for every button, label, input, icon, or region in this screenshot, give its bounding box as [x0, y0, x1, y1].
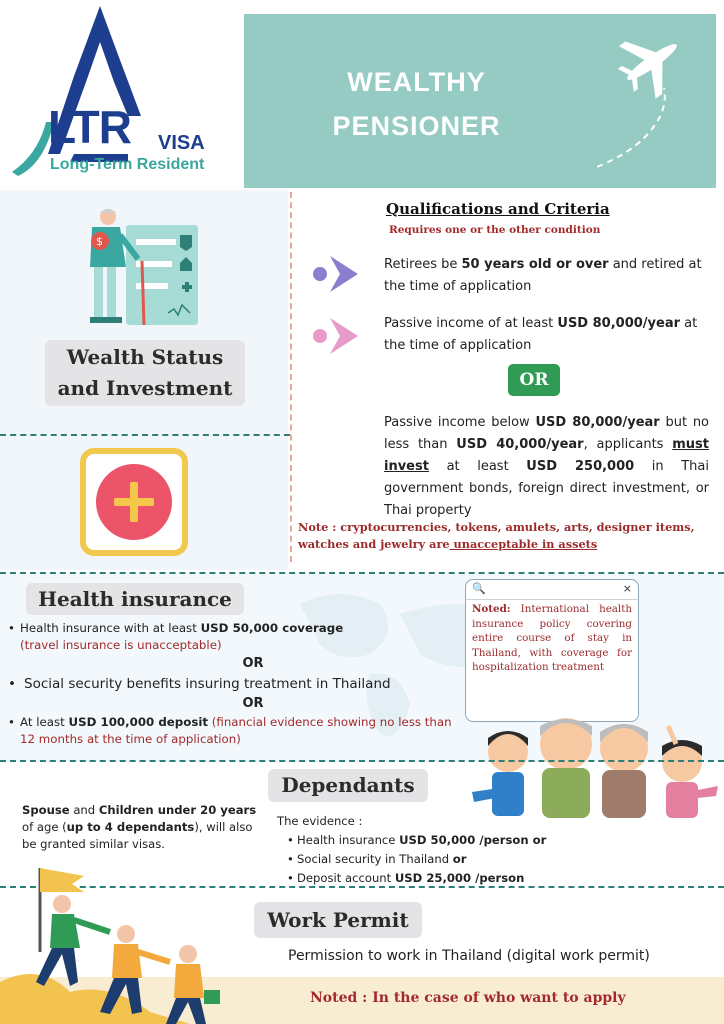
- svg-text:$: $: [96, 235, 103, 248]
- plus-icon: [96, 464, 172, 540]
- list-item: • Deposit account USD 25,000 /person: [287, 869, 577, 888]
- dependants-evidence: [277, 812, 577, 888]
- health-heading: Health insurance: [26, 583, 244, 615]
- logo-visa: VISA: [158, 132, 205, 154]
- airplane-icon: [594, 18, 714, 188]
- evidence-label: The evidence :: [277, 814, 363, 828]
- qualifications-subtitle: Requires one or the other condition: [389, 224, 601, 236]
- criterion-income: Passive income of at least USD 80,000/year at the time of application: [384, 316, 698, 353]
- or-separator: OR: [242, 696, 264, 711]
- vertical-divider: [290, 192, 292, 562]
- pensioner-illustration-icon: [70, 205, 205, 330]
- climbing-team-illustration-icon: [0, 862, 250, 1024]
- dependants-heading: Dependants: [268, 769, 428, 802]
- header-panel: [244, 14, 716, 188]
- list-item: • Health insurance with at least USD 50,000 coverage (travel insurance is unacceptable): [8, 620, 468, 654]
- elderly-family-illustration-icon: [472, 706, 718, 818]
- work-permit-text: Permission to work in Thailand (digital work permit): [288, 948, 650, 964]
- search-icon: 🔍: [472, 582, 486, 595]
- list-item: • Social security in Thailand or: [287, 850, 577, 869]
- health-divider-top: [0, 572, 724, 574]
- plus-badge: [80, 448, 188, 556]
- list-item: • Social security benefits insuring treatment in Thailand: [8, 674, 468, 694]
- or-badge: OR: [508, 364, 560, 396]
- logo-title: LTR: [48, 101, 132, 153]
- work-permit-note: Noted : In the case of who want to apply: [310, 990, 626, 1006]
- wealth-heading: Wealth Status and Investment: [45, 340, 245, 406]
- qualifications-title: Qualifications and Criteria: [386, 200, 610, 218]
- health-requirements-list: [8, 620, 468, 748]
- or-separator: OR: [242, 656, 264, 671]
- note-box-toolbar: [466, 580, 638, 600]
- health-divider-bottom: [0, 760, 724, 762]
- dependants-description: Spouse and Children under 20 years of age (up to 4 dependants), will also be granted similar visas.: [22, 803, 257, 851]
- work-permit-heading: Work Permit: [254, 902, 422, 938]
- insurance-note-box: [465, 579, 639, 722]
- insurance-note-text: Noted: International health insurance policy covering entire course of stay in Thailand, with coverage for hospitalization treatment: [472, 603, 632, 674]
- list-item: • At least USD 100,000 deposit (financial evidence showing no less than 12 months at the time of application): [8, 714, 468, 748]
- criterion-age: Retirees be 50 years old or over and retired at the time of application: [384, 257, 702, 294]
- left-divider: [0, 434, 290, 436]
- chevron-right-icon: [312, 316, 360, 356]
- logo-subtitle: Long-Term Resident: [50, 156, 205, 173]
- list-item: • Health insurance USD 50,000 /person or: [287, 831, 577, 850]
- page-title: WEALTHY PENSIONER: [332, 67, 501, 141]
- close-icon: ×: [622, 582, 632, 595]
- assets-note: Note : cryptocurrencies, tokens, amulets, arts, designer items, watches and jewelry are unacceptable in assets: [298, 520, 695, 551]
- ltr-logo: [8, 4, 238, 186]
- criterion-investment: Passive income below USD 80,000/year but no less than USD 40,000/year, applicants must invest at least USD 250,000 in Thai government bonds, foreign direct investment, or Thai property: [384, 415, 710, 518]
- chevron-right-icon: [312, 254, 360, 294]
